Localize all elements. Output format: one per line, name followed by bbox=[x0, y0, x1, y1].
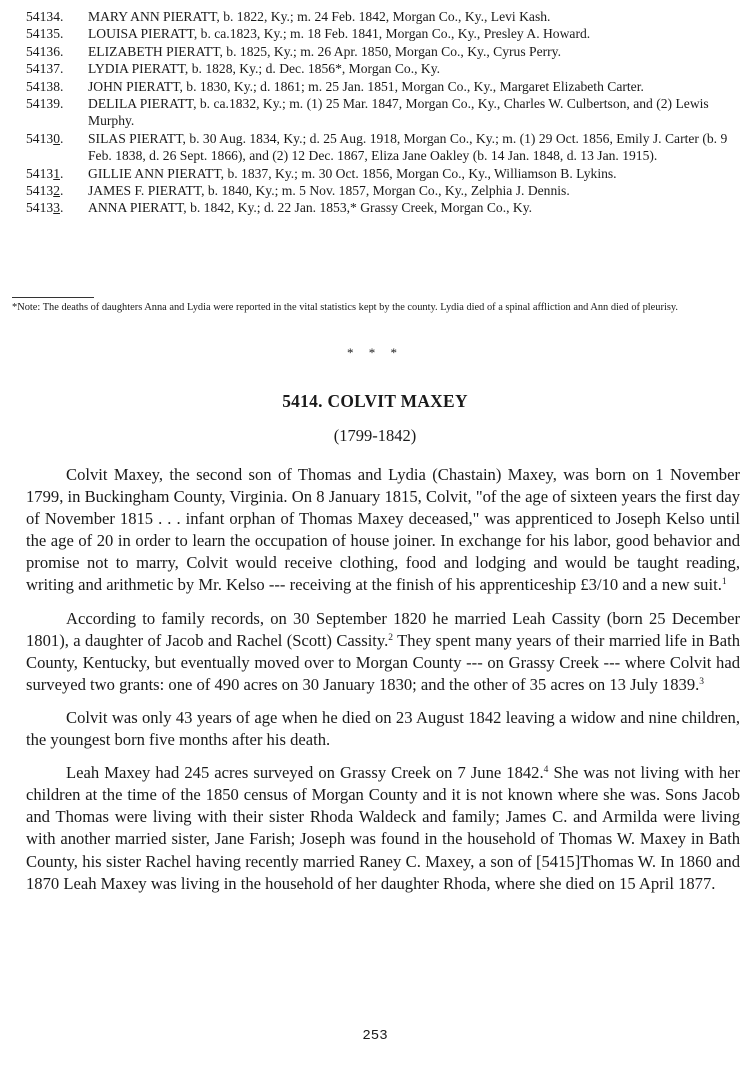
entry-number: 54138. bbox=[26, 78, 64, 94]
entry-number-underlined-digit: 2 bbox=[53, 183, 60, 199]
entry-text: MARY ANN PIERATT, b. 1822, Ky.; m. 24 Feb. 1842, Morgan Co., Ky., Levi Kash. bbox=[88, 9, 551, 24]
genealogy-entry bbox=[26, 78, 742, 95]
genealogy-entry bbox=[26, 95, 742, 130]
entry-number: 54131. bbox=[26, 165, 64, 181]
section-dates: (1799-1842) bbox=[333, 426, 417, 445]
paragraph-text: Colvit Maxey, the second son of Thomas and Lydia (Chastain) Maxey, was born on 1 November 1799, in Buckingham County, Virginia. On 8 January 1815, Colvit, "of the age of sixteen years the first day of November 1815 . . . infant orphan of Thomas Maxey deceased," was apprenticed to Joseph Kelso until the age of 20 in order to learn the occupation of house joiner. In exchange for his labor, good behavior and promise not to marry, Colvit would receive clothing, food and lodging and would be taught reading, writing and arithmetic by Mr. Kelso --- receiving at the finish of his apprenticeship £3/10 and a new suit. bbox=[26, 465, 740, 595]
entry-number-base: 5413 bbox=[26, 165, 54, 181]
entry-number: 54137. bbox=[26, 61, 64, 77]
entry-number: 54130. bbox=[26, 130, 64, 146]
entry-text: JAMES F. PIERATT, b. 1840, Ky.; m. 5 Nov. 1857, Morgan Co., Ky., Zelphia J. Dennis. bbox=[88, 183, 570, 199]
entry-number: 54134. bbox=[26, 9, 64, 24]
entry-number-underlined-digit: 0 bbox=[53, 130, 60, 146]
footnote-ref: 4 bbox=[543, 765, 549, 776]
entry-number: 54133. bbox=[26, 200, 64, 216]
paragraph bbox=[26, 608, 740, 696]
entry-text: SILAS PIERATT, b. 30 Aug. 1834, Ky.; d. 25 Aug. 1918, Morgan Co., Ky.; m. (1) 29 Oct. 1856, Emily J. Carter (b. 9 Feb. 1838, d. 26 Sept. 1866), and (2) 12 Dec. 1867, Eliza Jane Oakley (b. 14 Jan. 1848, d. 13 Jan. 1915). bbox=[88, 130, 728, 164]
paragraph-text: Leah Maxey had 245 acres surveyed on Grassy Creek on 7 June 1842. bbox=[66, 763, 544, 783]
footnote-rule bbox=[12, 297, 94, 298]
paragraph-text: According to family records, on 30 September 1820 he married Leah Cassity (born 25 December 1801), a daughter of Jacob and Rachel (Scott) Cassity. bbox=[26, 608, 740, 650]
footnote: *Note: The deaths of daughters Anna and Lydia were reported in the vital statistics kept by the county. Lydia died of a spinal affliction and Ann died of pleurisy. bbox=[12, 302, 678, 313]
paragraph bbox=[26, 707, 740, 751]
genealogy-entry bbox=[26, 130, 742, 165]
genealogy-entry bbox=[26, 165, 742, 182]
footnote-ref: 2 bbox=[388, 632, 394, 643]
entry-number: 54136. bbox=[26, 43, 64, 59]
entry-number: 54139. bbox=[26, 96, 64, 112]
section-heading: 5414. COLVIT MAXEY bbox=[282, 391, 468, 411]
entry-text: LOUISA PIERATT, b. ca.1823, Ky.; m. 18 Feb. 1841, Morgan Co., Ky., Presley A. Howard. bbox=[88, 26, 591, 42]
entry-text: GILLIE ANN PIERATT, b. 1837, Ky.; m. 30 Oct. 1856, Morgan Co., Ky., Williamson B. Lykins. bbox=[88, 165, 617, 181]
genealogy-entry bbox=[26, 182, 742, 199]
entry-text: ANNA PIERATT, b. 1842, Ky.; d. 22 Jan. 1853,* Grassy Creek, Morgan Co., Ky. bbox=[88, 200, 533, 216]
genealogy-entry bbox=[26, 8, 742, 25]
entry-text: JOHN PIERATT, b. 1830, Ky.; d. 1861; m. 25 Jan. 1851, Morgan Co., Ky., Margaret Elizabeth Carter. bbox=[88, 78, 644, 94]
genealogy-entry bbox=[26, 60, 742, 77]
entry-text: LYDIA PIERATT, b. 1828, Ky.; d. Dec. 1856*, Morgan Co., Ky. bbox=[88, 61, 441, 77]
body-text bbox=[26, 464, 740, 906]
paragraph-text: Colvit was only 43 years of age when he died on 23 August 1842 leaving a widow and nine children, the youngest born five months after his death. bbox=[26, 707, 740, 750]
paragraph-text: They spent many years of their married life in Bath County, Kentucky, but eventually moved over to Morgan County --- on Grassy Creek --- where Colvit had surveyed two grants: one of 490 acres on 30 January 1830; and the other of 35 acres on 13 July 1839. bbox=[26, 630, 740, 694]
page-number: 253 bbox=[362, 1028, 388, 1044]
paragraph bbox=[26, 464, 740, 597]
paragraph bbox=[26, 762, 740, 895]
genealogy-entry-list bbox=[26, 8, 742, 217]
entry-number-base: 5413 bbox=[26, 130, 54, 146]
footnote-ref: 1 bbox=[721, 577, 727, 588]
genealogy-entry bbox=[26, 43, 742, 60]
entry-text: ELIZABETH PIERATT, b. 1825, Ky.; m. 26 Apr. 1850, Morgan Co., Ky., Cyrus Perry. bbox=[88, 43, 561, 59]
entry-number: 54132. bbox=[26, 183, 64, 199]
entry-number: 54135. bbox=[26, 26, 64, 42]
entry-number-underlined-digit: 3 bbox=[53, 200, 60, 216]
entry-number-base: 5413 bbox=[26, 200, 54, 216]
entry-number-base: 5413 bbox=[26, 183, 54, 199]
section-separator: * * * bbox=[347, 345, 403, 360]
paragraph-text: She was not living with her children at the time of the 1850 census of Morgan County and it is not known where she was. Sons Jacob and Thomas were living with their sister Rhoda Waldeck and family; James C. and Armilda were living with another married sister, Jane Farish; Joseph was found in the household of Thomas W. Maxey in Bath County, his sister Rachel having recently married Raney C. Maxey, a son of [5415]Thomas W. In 1860 and 1870 Leah Maxey was living in the household of her daughter Rhoda, where she died on 15 April 1877. bbox=[26, 763, 741, 893]
entry-number-underlined-digit: 1 bbox=[53, 165, 60, 181]
genealogy-entry bbox=[26, 199, 742, 216]
genealogy-entry bbox=[26, 25, 742, 42]
footnote-ref: 3 bbox=[699, 676, 705, 687]
entry-text: DELILA PIERATT, b. ca.1832, Ky.; m. (1) 25 Mar. 1847, Morgan Co., Ky., Charles W. Culbertson, and (2) Lewis Murphy. bbox=[88, 96, 709, 129]
